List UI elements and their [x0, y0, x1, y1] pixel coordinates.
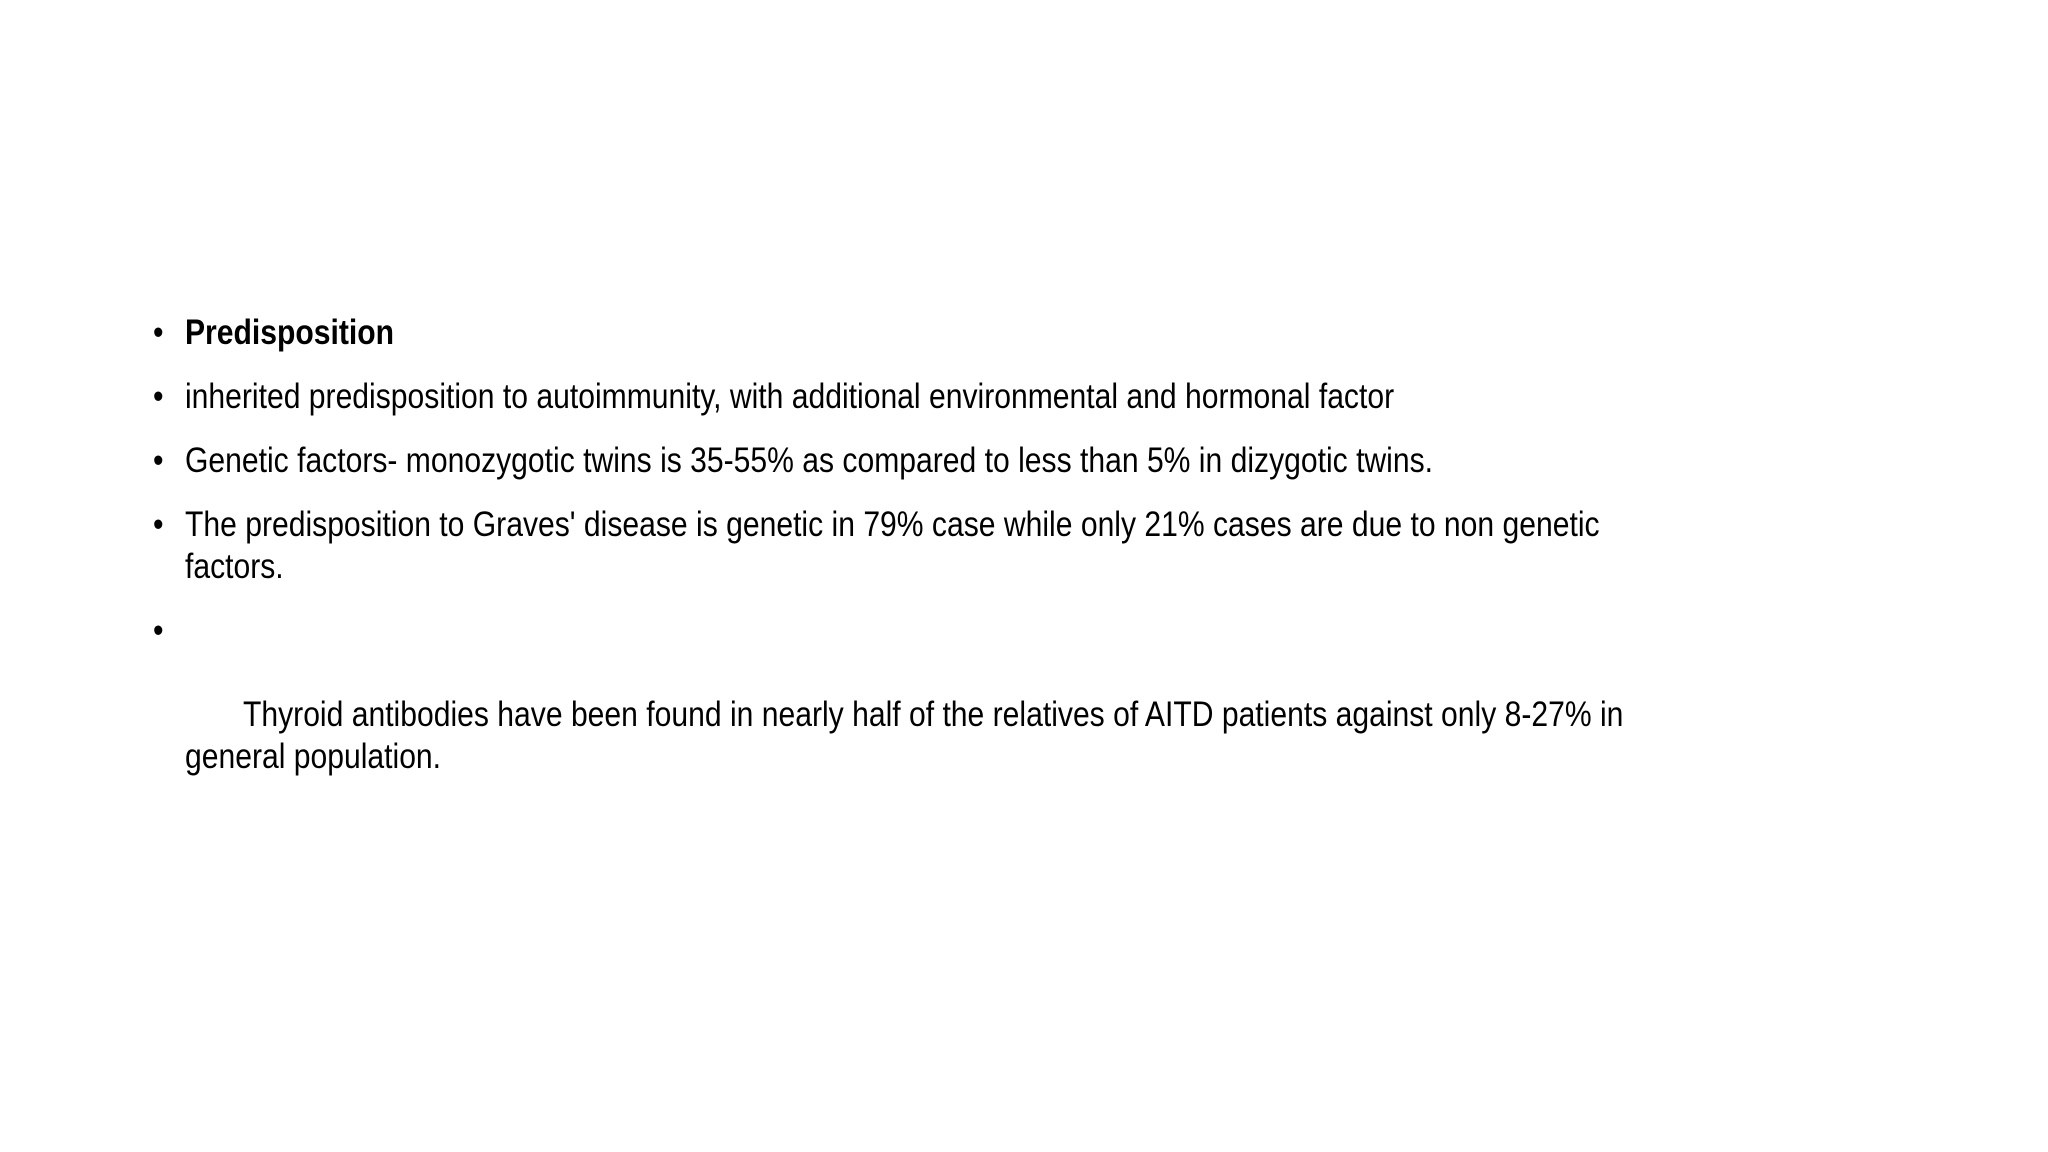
- list-item-text: Genetic factors- monozygotic twins is 35-55% as compared to less than 5% in dizygotic twins.: [184, 441, 1434, 480]
- list-item: [148, 376, 1627, 418]
- bullet-list: [148, 312, 1632, 842]
- heading-text: Predisposition: [184, 313, 395, 352]
- list-item-text: inherited predisposition to autoimmunity, with additional environmental and hormonal factor: [184, 377, 1395, 416]
- list-item: [148, 504, 1627, 588]
- list-item: [148, 440, 1627, 482]
- list-item: [148, 610, 1632, 820]
- list-item-text: Thyroid antibodies have been found in nearly half of the relatives of AITD patients against only 8-27% in general population.: [184, 695, 1632, 776]
- list-item-heading: [148, 312, 1627, 354]
- bullet-point-icon: •: [153, 505, 164, 544]
- bullet-point-icon: •: [153, 313, 164, 352]
- bullet-point-icon: •: [153, 611, 164, 650]
- list-item-text: The predisposition to Graves' disease is genetic in 79% case while only 21% cases are due to non genetic factors.: [184, 505, 1600, 586]
- bullet-point-icon: •: [153, 377, 164, 416]
- bullet-point-icon: •: [153, 441, 164, 480]
